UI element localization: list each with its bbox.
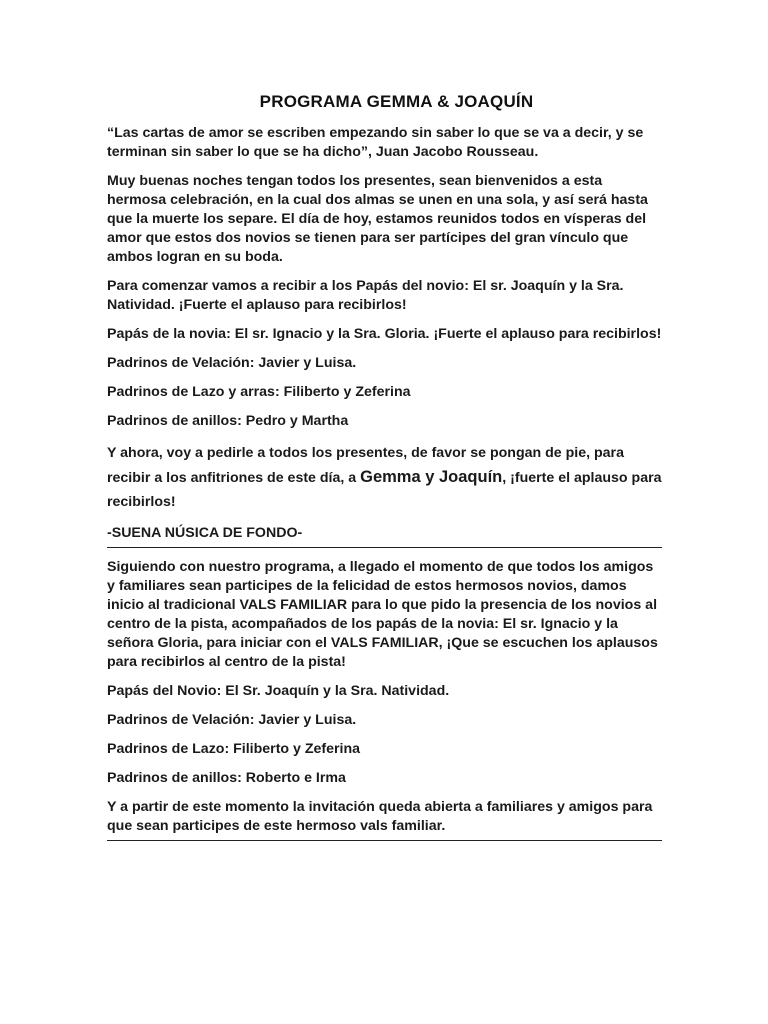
hosts-paragraph bbox=[107, 441, 662, 514]
vals-velacion-line: Padrinos de Velación: Javier y Luisa. bbox=[107, 712, 357, 728]
hosts-names: Gemma y Joaquín bbox=[360, 468, 503, 486]
welcome-paragraph: Muy buenas noches tengan todos los presentes, sean bienvenidos a esta hermosa celebración, en la cual dos almas se unen en una sola, y así será hasta que la muerte los separe. El día de hoy, estamos reunidos todos en vísperas del amor que estos dos novios se tienen para ser partícipes del gran vínculo que ambos logran en su boda. bbox=[107, 173, 648, 265]
vals-intro-paragraph: Siguiendo con nuestro programa, a llegado el momento de que todos los amigos y familiares sean participes de la felicidad de estos hermosos novios, damos inicio al tradicional VALS FAMILIAR para lo que pido la presencia de los novios al centro de la pista, acompañados de los papás de la novia: El sr. Ignacio y la señora Gloria, para iniciar con el VALS FAMILIAR, ¡Que se escuchen los aplausos para recibirlos al centro de la pista! bbox=[107, 559, 658, 670]
section-divider-1 bbox=[107, 547, 662, 548]
hosts-outro-text: , ¡fuerte el aplauso para recibirlos! bbox=[107, 470, 662, 510]
vals-anillos-line: Padrinos de anillos: Roberto e Irma bbox=[107, 770, 346, 786]
hosts-intro-text: Y ahora, voy a pedirle a todos los presentes, de favor se pongan de pie, para recibir a los anfitriones de este día, a bbox=[107, 445, 624, 486]
padrinos-velacion-line: Padrinos de Velación: Javier y Luisa. bbox=[107, 355, 357, 371]
groom-parents-paragraph: Para comenzar vamos a recibir a los Papás del novio: El sr. Joaquín y la Sra. Natividad. ¡Fuerte el aplauso para recibirlos! bbox=[107, 278, 624, 313]
quote-paragraph: “Las cartas de amor se escriben empezando sin saber lo que se va a decir, y se terminan sin saber lo que se ha dicho”, Juan Jacobo Rousseau. bbox=[107, 125, 644, 160]
vals-lazo-line: Padrinos de Lazo: Filiberto y Zeferina bbox=[107, 741, 361, 757]
section-divider-2 bbox=[107, 840, 662, 841]
document-title: PROGRAMA GEMMA & JOAQUÍN bbox=[259, 92, 534, 111]
vals-groom-parents-line: Papás del Novio: El Sr. Joaquín y la Sra. Natividad. bbox=[107, 683, 450, 699]
bride-parents-paragraph: Papás de la novia: El sr. Ignacio y la Sra. Gloria. ¡Fuerte el aplauso para recibirlos! bbox=[107, 326, 662, 342]
padrinos-lazo-line: Padrinos de Lazo y arras: Filiberto y Zeferina bbox=[107, 384, 411, 400]
padrinos-anillos-line: Padrinos de anillos: Pedro y Martha bbox=[107, 413, 349, 429]
music-cue: -SUENA NÚSICA DE FONDO- bbox=[107, 525, 303, 541]
document-page bbox=[107, 92, 662, 851]
closing-paragraph: Y a partir de este momento la invitación queda abierta a familiares y amigos para que sean participes de este hermoso vals familiar. bbox=[107, 799, 653, 834]
